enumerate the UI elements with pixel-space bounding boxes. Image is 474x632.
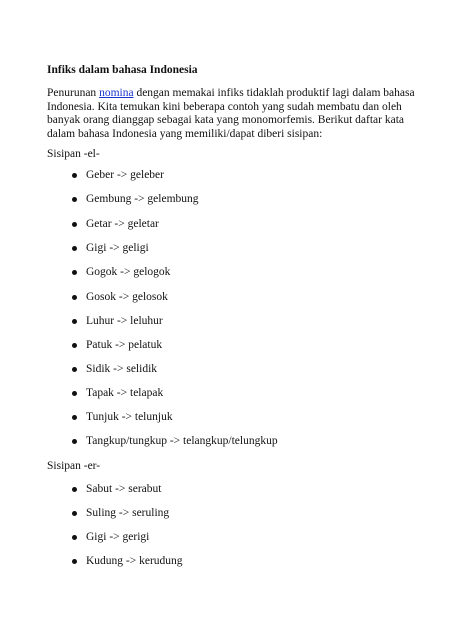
document-title: Infiks dalam bahasa Indonesia — [47, 64, 198, 76]
bullet-icon — [72, 270, 77, 275]
list-item-text: Gigi -> geligi — [86, 242, 149, 254]
list-item-text: Gigi -> gerigi — [86, 531, 150, 543]
list-item-text: Gembung -> gelembung — [86, 193, 199, 205]
paragraph-line-2: Indonesia. Kita temukan kini beberapa contoh yang sudah membatu dan oleh — [47, 100, 402, 113]
list-item-text: Luhur -> leluhur — [86, 315, 163, 327]
paragraph-line-1 — [47, 87, 427, 101]
list-item-text: Geber -> geleber — [86, 169, 164, 181]
bullet-icon — [72, 391, 77, 396]
bullet-icon — [72, 197, 77, 202]
bullet-icon — [72, 559, 77, 564]
list-item-text: Gosok -> gelosok — [86, 291, 168, 303]
section-heading-er: Sisipan -er- — [47, 460, 101, 472]
nomina-link[interactable]: nomina — [99, 87, 134, 99]
bullet-icon — [72, 367, 77, 372]
paragraph-text: Penurunan — [47, 87, 100, 99]
bullet-icon — [72, 319, 77, 324]
list-item-text: Kudung -> kerudung — [86, 555, 183, 567]
paragraph-text: dengan memakai infiks tidaklah produktif lagi dalam bahasa — [133, 87, 415, 99]
intro-paragraph — [47, 87, 427, 141]
list-item-text: Tunjuk -> telunjuk — [86, 411, 173, 423]
paragraph-line-4: dalam bahasa Indonesia yang memiliki/dapat diberi sisipan: — [47, 127, 323, 140]
list-item-text: Tapak -> telapak — [86, 387, 164, 399]
list-item-text: Gogok -> gelogok — [86, 266, 171, 278]
list-item-text: Sabut -> serabut — [86, 483, 162, 495]
bullet-icon — [72, 295, 77, 300]
bullet-icon — [72, 343, 77, 348]
bullet-icon — [72, 222, 77, 227]
section-heading-el: Sisipan -el- — [47, 148, 100, 160]
bullet-icon — [72, 415, 77, 420]
bullet-icon — [72, 511, 77, 516]
list-item-text: Tangkup/tungkup -> telangkup/telungkup — [86, 435, 278, 447]
bullet-icon — [72, 439, 77, 444]
list-item-text: Patuk -> pelatuk — [86, 339, 163, 351]
bullet-icon — [72, 535, 77, 540]
list-item-text: Sidik -> selidik — [86, 363, 158, 375]
bullet-icon — [72, 487, 77, 492]
bullet-icon — [72, 246, 77, 251]
list-item-text: Suling -> seruling — [86, 507, 170, 519]
list-item-text: Getar -> geletar — [86, 218, 159, 230]
paragraph-line-3: banyak orang dianggap sebagai kata yang monomorfemis. Berikut daftar kata — [47, 114, 405, 126]
bullet-icon — [72, 173, 77, 178]
